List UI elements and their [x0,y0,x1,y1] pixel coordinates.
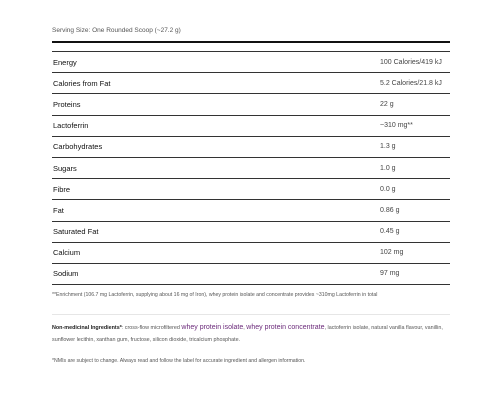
nutrient-value: 22 g [380,100,394,108]
ingredients-comma: , [243,325,247,331]
ingredients-intro: : cross-flow microfiltered [121,325,182,331]
nutrient-name: Calories from Fat [53,78,111,88]
nutrition-row [52,52,450,73]
ingredients-text [52,322,452,346]
nutrition-row [52,116,450,137]
nutrition-row [52,94,450,115]
nutrition-row [52,73,450,94]
ingredient-highlight-2: whey protein concentrate [246,324,325,331]
nutrient-name: Saturated Fat [53,227,99,237]
nutrition-row [52,137,450,158]
nutrition-row [52,179,450,200]
nutrition-rows [52,52,450,285]
nutrient-name: Carbohydrates [53,142,103,152]
ingredient-highlight-1: whey protein isolate [181,324,244,331]
nutrient-name: Sugars [53,163,77,173]
nutrient-value: ~310 mg** [380,122,413,130]
nutrient-value: 5.2 Calories/21.8 kJ [380,79,442,87]
nutrient-value: 1.0 g [380,164,396,172]
nutrient-name: Proteins [53,99,81,109]
enrichment-footnote: **Enrichment (106.7 mg Lactoferrin, supplying about 16 mg of Iron), whey protein isolate and concentrate provides ~310mg Lactoferrin in total [52,292,378,298]
nutrient-value: 0.0 g [380,185,396,193]
nutrient-value: 1.3 g [380,143,396,151]
nutrient-name: Lactoferrin [53,121,89,131]
nutrient-name: Fibre [53,184,71,194]
nutrient-value: 100 Calories/419 kJ [380,58,442,66]
section-divider [52,314,450,315]
nutrient-name: Fat [53,205,64,215]
nmi-footnote: *NMIs are subject to change. Always read and follow the label for accurate ingredient and allergen information. [52,358,306,364]
nutrition-row [52,158,450,179]
nutrition-row [52,243,450,264]
nutrient-value: 0.45 g [380,228,400,236]
nutrient-name: Energy [53,57,77,67]
nutrient-value: 0.86 g [380,206,400,214]
nutrient-value: 102 mg [380,249,404,257]
nutrient-value: 97 mg [380,270,400,278]
ingredients-label: Non-medicinal Ingredients* [52,325,122,331]
ingredients-rest: , lactoferrin isolate, natural vanilla flavour, vanillin, sunflower lecithin, xanthan gum, fructose, silicon dioxide, tricalcium phosphate. [52,325,443,343]
serving-size-text: Serving Size: One Rounded Scoop (~27.2 g) [52,27,181,34]
nutrition-row [52,264,450,285]
nutrition-table [52,41,450,285]
nutrient-name: Calcium [53,248,81,258]
table-header-divider [52,43,450,52]
nutrient-name: Sodium [53,269,79,279]
nutrition-row [52,222,450,243]
nutrition-row [52,200,450,221]
